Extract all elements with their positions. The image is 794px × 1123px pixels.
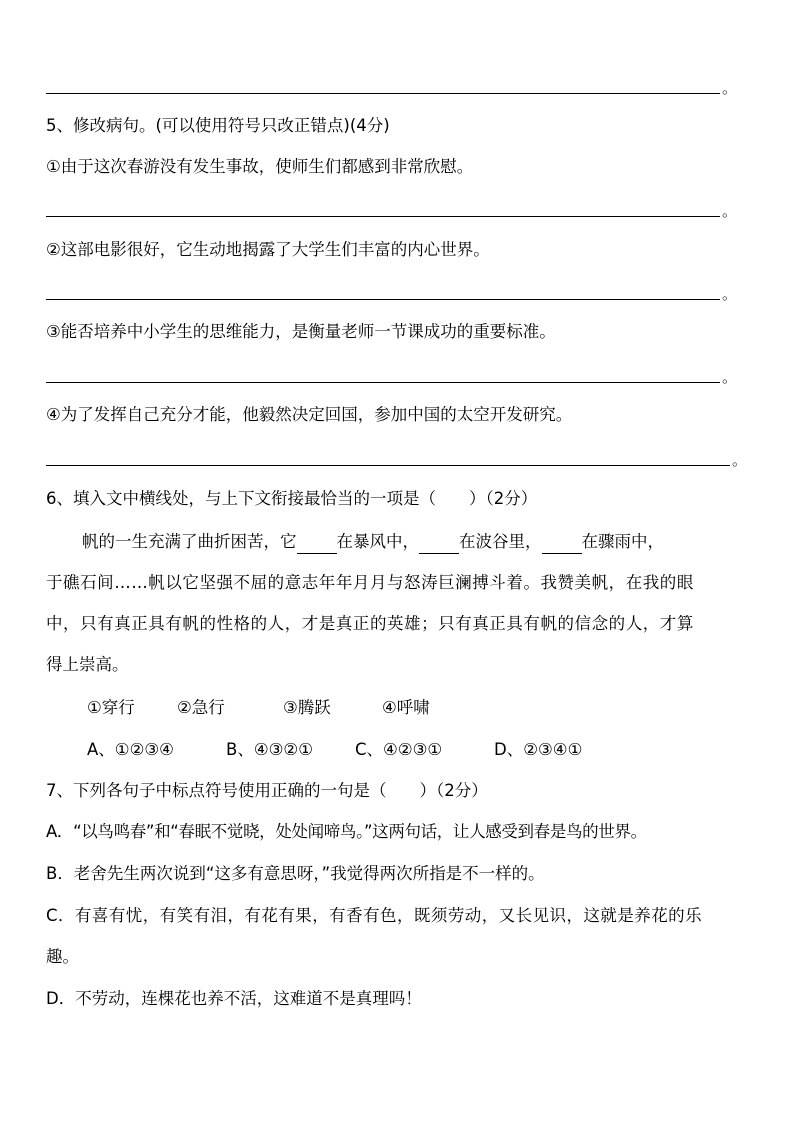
q5-item-1: ①由于这次春游没有发生事故，使师生们都感到非常欣慰。 bbox=[46, 157, 474, 176]
answer-line-top bbox=[46, 93, 720, 94]
q7-option-c-line-1[interactable]: C．有喜有忧，有笑有泪，有花有果，有香有色，既须劳动，又长见识，这就是养花的乐 bbox=[46, 906, 703, 925]
q7-option-a[interactable]: A．“以鸟鸣春”和“春眠不觉晓，处处闻啼鸟。”这两句话，让人感受到春是鸟的世界。 bbox=[46, 822, 647, 841]
q5-answer-line-1[interactable] bbox=[46, 216, 720, 217]
q5-item-2: ②这部电影很好，它生动地揭露了大学生们丰富的内心世界。 bbox=[46, 240, 490, 259]
q6-passage-text: 在暴风中， bbox=[336, 532, 419, 551]
q6-word-3: ③腾跃 bbox=[283, 698, 331, 717]
q6-choice-d[interactable]: D、②③④① bbox=[494, 740, 583, 759]
q6-passage-text: 在骤雨中， bbox=[581, 532, 664, 551]
q6-choice-a[interactable]: A、①②③④ bbox=[87, 740, 174, 759]
q6-title: 6、填入文中横线处，与上下文衔接最恰当的一项是（ ）（2分） bbox=[46, 489, 538, 508]
q6-word-1: ①穿行 bbox=[87, 698, 135, 717]
q6-passage-line-2: 于礁石间……帆以它坚强不屈的意志年年月月与怒涛巨澜搏斗着。我赞美帆，在我的眼 bbox=[46, 573, 694, 592]
q6-passage-text: 帆的一生充满了曲折困苦，它 bbox=[82, 532, 297, 551]
q6-choice-b[interactable]: B、④③②① bbox=[226, 740, 313, 759]
q6-passage-line-4: 得上崇高。 bbox=[46, 655, 129, 674]
q6-blank-3[interactable] bbox=[542, 535, 582, 554]
q5-item-3: ③能否培养中小学生的思维能力，是衡量老师一节课成功的重要标准。 bbox=[46, 322, 556, 341]
answer-line-end: 。 bbox=[732, 451, 748, 469]
q6-blank-2[interactable] bbox=[419, 535, 459, 554]
q7-option-c-line-2: 趣。 bbox=[46, 947, 79, 966]
answer-line-end: 。 bbox=[722, 285, 738, 303]
q6-passage-text: 在波谷里， bbox=[459, 532, 542, 551]
q7-option-b[interactable]: B．老舍先生两次说到“这多有意思呀，”我觉得两次所指是不一样的。 bbox=[46, 864, 545, 883]
q5-answer-line-4[interactable] bbox=[46, 465, 730, 466]
q5-title: 5、修改病句。(可以使用符号只改正错点)(4分) bbox=[46, 116, 390, 135]
q6-word-4: ④呼啸 bbox=[382, 698, 430, 717]
answer-line-end: 。 bbox=[722, 202, 738, 220]
q6-word-2: ②急行 bbox=[177, 698, 225, 717]
q5-answer-line-2[interactable] bbox=[46, 299, 720, 300]
q6-passage-line-3: 中，只有真正具有帆的性格的人，才是真正的英雄；只有真正具有帆的信念的人，才算 bbox=[46, 614, 694, 633]
q7-title: 7、下列各句子中标点符号使用正确的一句是（ ）（2分） bbox=[46, 781, 488, 800]
answer-line-end: 。 bbox=[722, 79, 738, 97]
q6-passage-line-1 bbox=[82, 530, 664, 554]
q7-option-d[interactable]: D．不劳动，连棵花也养不活，这难道不是真理吗！ bbox=[46, 989, 422, 1008]
q5-answer-line-3[interactable] bbox=[46, 382, 720, 383]
q6-choice-c[interactable]: C、④②③① bbox=[355, 740, 443, 759]
answer-line-end: 。 bbox=[722, 368, 738, 386]
q6-blank-1[interactable] bbox=[297, 535, 337, 554]
q5-item-4: ④为了发挥自己充分才能，他毅然决定回国，参加中国的太空开发研究。 bbox=[46, 405, 573, 424]
